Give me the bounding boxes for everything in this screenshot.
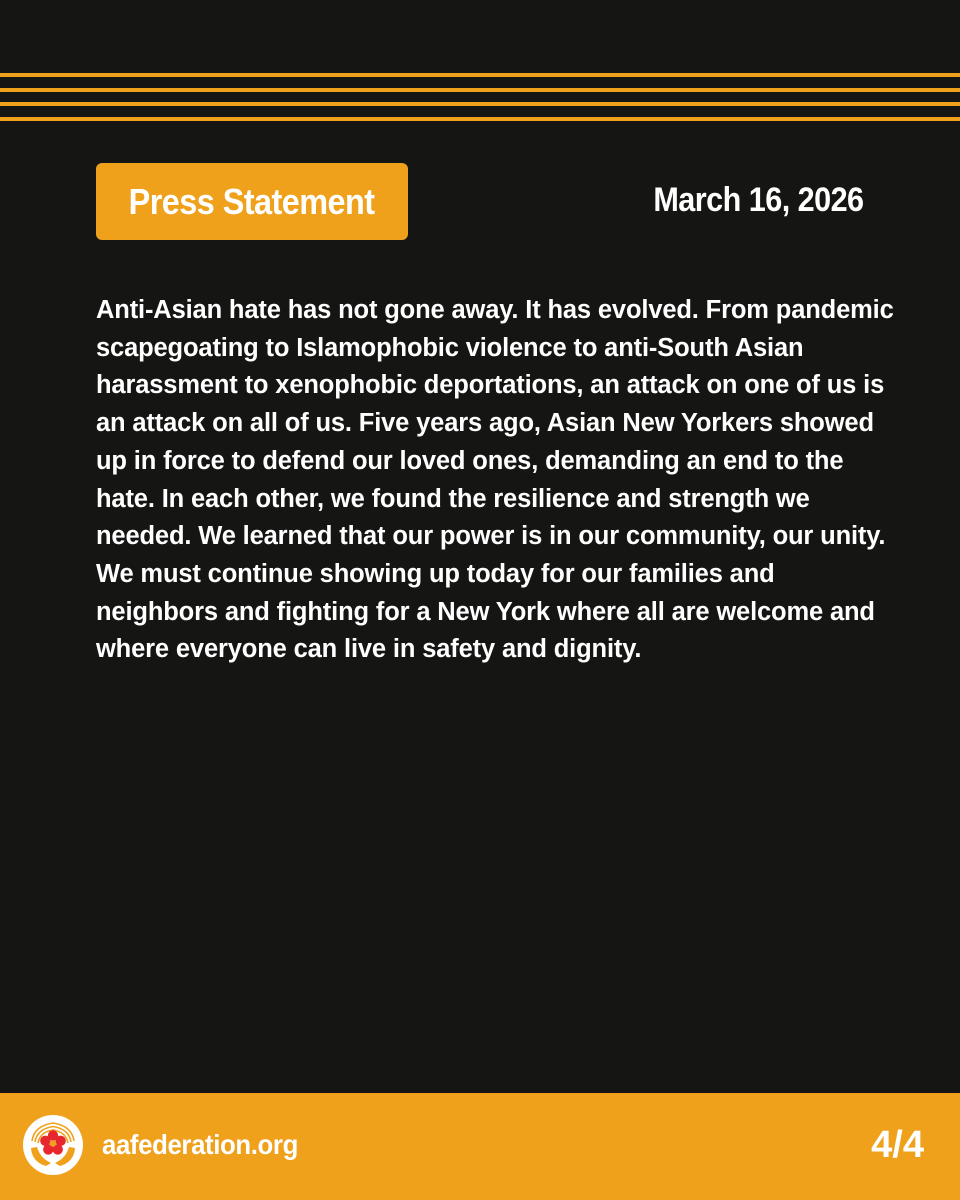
page-indicator: 4/4 [871, 1124, 924, 1166]
aafederation-flower-hands-logo-icon [22, 1114, 84, 1176]
press-statement-badge [96, 163, 408, 240]
stripe-line [0, 73, 960, 77]
stripe-line [0, 102, 960, 106]
statement-body: Anti-Asian hate has not gone away. It has evolved. From pandemic scapegoating to Islamophobic violence to anti-South Asian harassment to xenophobic deportations, an attack on one of us is an attack on all of us. Five years ago, Asian New Yorkers showed up in force to defend our loved ones, demanding an end to the hate. In each other, we found the resilience and strength we needed. We learned that our power is in our community, our unity. We must continue showing up today for our families and neighbors and fighting for a New York where all are welcome and where everyone can live in safety and dignity. [96, 296, 894, 664]
stripe-line [0, 88, 960, 92]
website-url: aafederation.org [102, 1129, 298, 1160]
statement-date: March 16, 2026 [653, 181, 864, 219]
badge-label: Press Statement [129, 180, 375, 222]
stripe-line [0, 117, 960, 121]
decorative-stripes [0, 0, 960, 130]
footer-bar [0, 1093, 960, 1200]
